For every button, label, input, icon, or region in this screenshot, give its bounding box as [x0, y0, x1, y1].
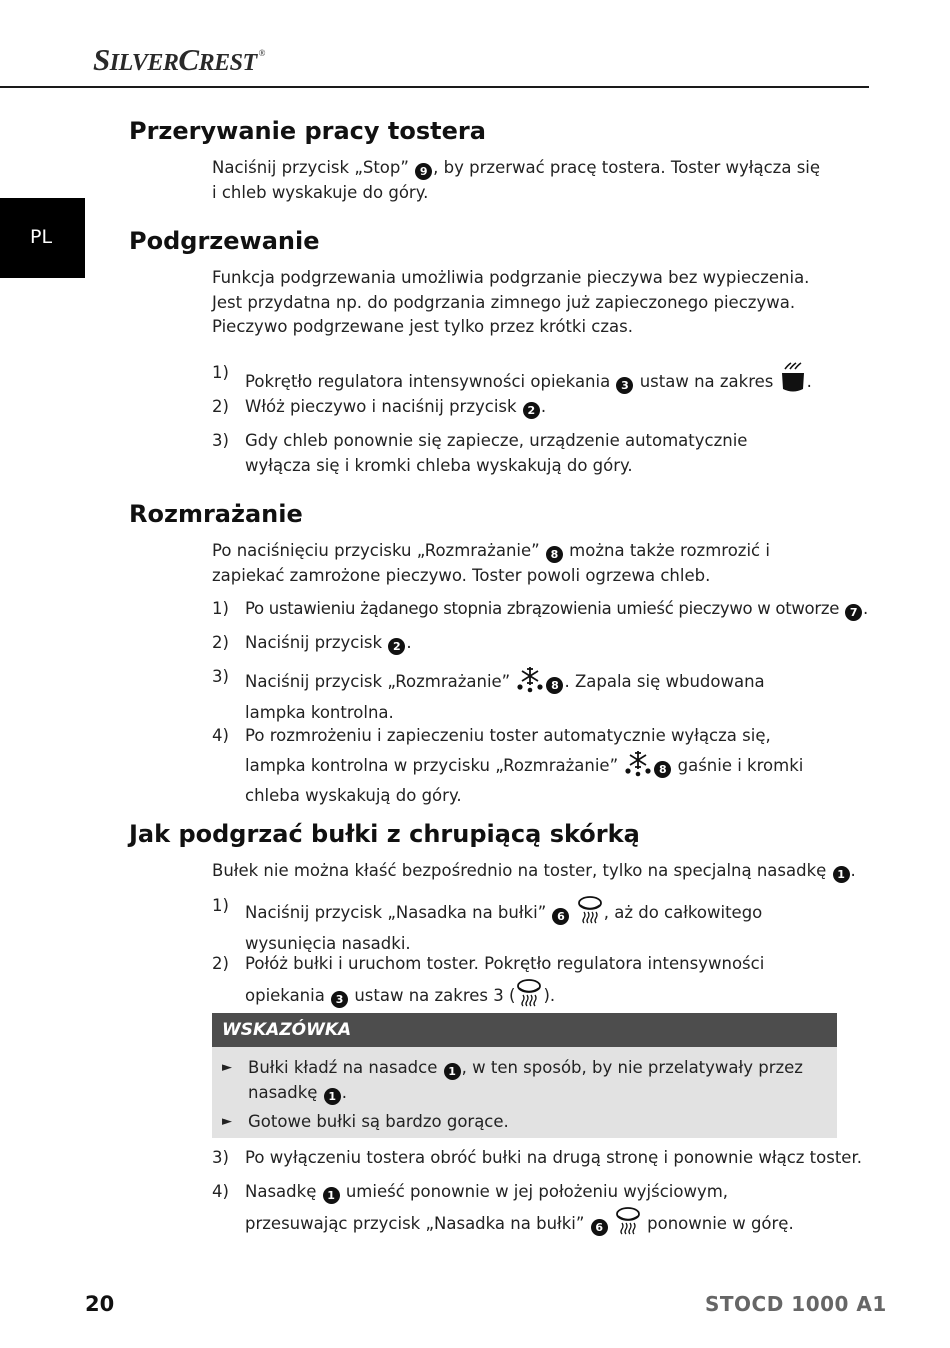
text: Naciśnij przycisk „Stop” — [212, 158, 415, 177]
logo-part: REST — [198, 50, 257, 76]
text: . — [341, 1082, 347, 1102]
paragraph — [212, 156, 822, 205]
text: . — [850, 861, 856, 880]
list-number: 3) — [212, 431, 229, 450]
ref-number: 8 — [546, 677, 563, 694]
note-item: Gotowe bułki są bardzo gorące. — [248, 1112, 509, 1131]
logo-part: C — [178, 42, 199, 77]
brand-logo — [93, 42, 265, 78]
pot-steam-icon — [779, 361, 807, 401]
logo-part: S — [93, 42, 110, 77]
ref-number: 9 — [415, 163, 432, 180]
text: ponownie w górę. — [641, 1213, 794, 1233]
list-number: 2) — [212, 954, 229, 973]
list-item — [245, 1180, 825, 1242]
ref-number: 1 — [444, 1063, 461, 1080]
ref-number: 1 — [324, 1088, 341, 1105]
text: Pokrętło regulatora intensywności opiekania — [245, 372, 616, 391]
text: . — [863, 599, 868, 618]
text: ustaw na zakres 3 ( — [349, 985, 516, 1005]
text: Nasadkę — [245, 1182, 322, 1201]
page-number: 20 — [85, 1292, 115, 1316]
text: , by przerwać pracę tostera. Toster wyłącza się i chleb wyskakuje do góry. — [212, 158, 821, 202]
text: . — [406, 633, 412, 652]
list-item — [245, 665, 825, 725]
snowflake-drops-icon — [623, 749, 653, 785]
ref-number: 8 — [654, 761, 671, 778]
list-number: 1) — [212, 363, 229, 382]
bullet-arrow-icon: ► — [222, 1060, 232, 1075]
text: Naciśnij przycisk — [245, 633, 388, 652]
text: , aż do całkowitego wysunięcia nasadki. — [245, 903, 763, 953]
logo-part: ILVER — [109, 50, 179, 76]
bullet-arrow-icon: ► — [222, 1114, 232, 1129]
paragraph — [212, 539, 832, 588]
list-number: 4) — [212, 726, 229, 745]
ref-number: 7 — [845, 604, 862, 621]
section-title: Jak podgrzać bułki z chrupiącą skórką — [129, 820, 640, 848]
list-item — [245, 952, 835, 1014]
ref-number: 3 — [331, 991, 348, 1008]
snowflake-drops-icon — [515, 665, 545, 701]
bun-rack-icon — [515, 977, 543, 1015]
section-title: Przerywanie pracy tostera — [129, 117, 486, 145]
language-tab-label: PL — [30, 226, 53, 248]
text: Naciśnij przycisk „Nasadka na bułki” — [245, 903, 552, 922]
ref-number: 3 — [616, 377, 633, 394]
text: umieść ponownie w jej położeniu wyjściowym, przesuwając przycisk „Nasadka na bułki” — [245, 1182, 729, 1233]
text: Naciśnij przycisk „Rozmrażanie” — [245, 672, 516, 691]
ref-number: 6 — [552, 908, 569, 925]
ref-number: 1 — [323, 1187, 340, 1204]
paragraph — [212, 859, 856, 884]
list-number: 1) — [212, 599, 229, 618]
section-title: Rozmrażanie — [129, 500, 303, 528]
list-item — [245, 894, 835, 956]
list-item — [245, 395, 546, 420]
text: Po rozmrożeniu i zapieczeniu toster automatycznie wyłącza się, lampka kontrolna w przycisku „Rozmrażanie” — [245, 726, 771, 775]
text: . Zapala się wbudowana lampka kontrolna. — [245, 672, 765, 722]
text: ). — [543, 985, 556, 1005]
ref-number: 1 — [833, 866, 850, 883]
note-header — [212, 1013, 837, 1047]
paragraph: Funkcja podgrzewania umożliwia podgrzanie pieczywa bez wypieczenia. Jest przydatna np. do podgrzania zimnego już zapieczonego pieczywa. Pieczywo podgrzewane jest tylko przez krótki czas. — [212, 268, 810, 336]
section-title: Podgrzewanie — [129, 227, 320, 255]
ref-number: 6 — [591, 1219, 608, 1236]
list-number: 3) — [212, 1148, 229, 1167]
ref-number: 2 — [523, 402, 540, 419]
list-number: 2) — [212, 397, 229, 416]
note-item — [248, 1056, 808, 1105]
ref-number: 8 — [546, 546, 563, 563]
list-item — [245, 597, 868, 622]
text: Połóż bułki i uruchom toster. Pokrętło regulatora intensywności opiekania — [245, 954, 765, 1005]
logo-reg: ® — [258, 48, 265, 58]
text: , w ten sposób, by nie przelatywały przez nasadkę — [248, 1058, 803, 1102]
text: gaśnie i kromki chleba wyskakują do góry. — [245, 755, 804, 805]
list-number: 3) — [212, 667, 229, 686]
bun-rack-icon — [576, 894, 604, 932]
text: Po ustawieniu żądanego stopnia zbrązowienia umieść pieczywo w otworze — [245, 599, 844, 618]
list-item — [245, 724, 815, 809]
list-item: Gdy chleb ponownie się zapiecze, urządzenie automatycznie wyłącza się i kromki chleba wyskakują do góry. — [245, 431, 748, 475]
text: ustaw na zakres — [634, 372, 779, 391]
ref-number: 2 — [388, 638, 405, 655]
text: . — [806, 372, 812, 391]
language-tab — [0, 198, 85, 278]
header-rule — [0, 86, 869, 88]
list-item — [245, 631, 412, 656]
text: Włóż pieczywo i naciśnij przycisk — [245, 397, 522, 416]
text: Bułki kładź na nasadce — [248, 1058, 443, 1077]
list-number: 4) — [212, 1182, 229, 1201]
model-name: STOCD 1000 A1 — [705, 1292, 887, 1316]
list-number: 2) — [212, 633, 229, 652]
text: Bułek nie można kłaść bezpośrednio na toster, tylko na specjalną nasadkę — [212, 861, 832, 880]
list-number: 1) — [212, 896, 229, 915]
list-item: Po wyłączeniu tostera obróć bułki na drugą stronę i ponownie włącz toster. — [245, 1148, 862, 1167]
text: Po naciśnięciu przycisku „Rozmrażanie” — [212, 541, 545, 560]
note-title: WSKAZÓWKA — [222, 1020, 352, 1040]
bun-rack-icon — [614, 1205, 642, 1243]
text: . — [540, 397, 547, 416]
text: można także rozmrozić i zapiekać zamrożone pieczywo. Toster powoli ogrzewa chleb. — [212, 541, 770, 585]
